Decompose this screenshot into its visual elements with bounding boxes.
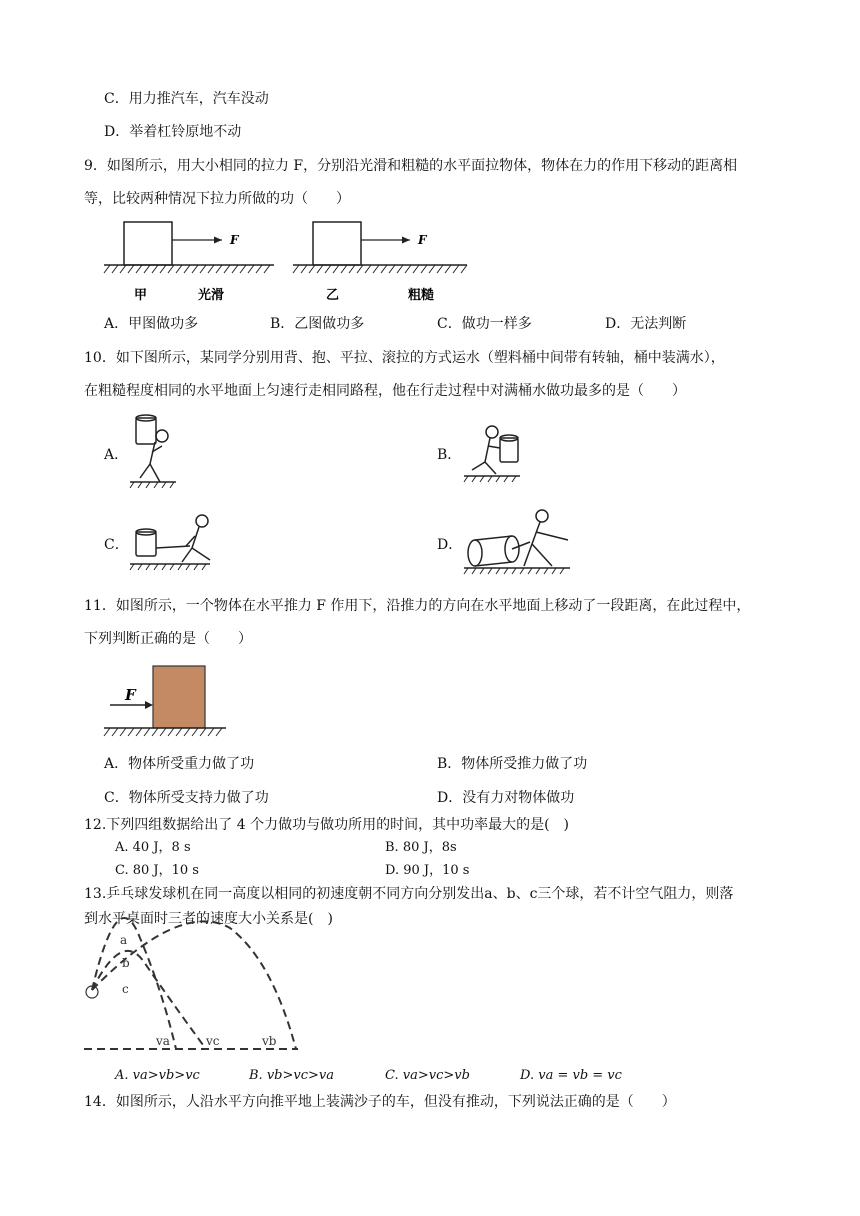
q11-option-c: C．物体所受支持力做了功 bbox=[104, 790, 269, 806]
q9-stem-line1: 9．如图所示，用大小相同的拉力 F，分别沿光滑和粗糙的水平面拉物体，物体在力的作用下移动的距离相 bbox=[84, 158, 738, 174]
q11-stem-line1: 11．如图所示，一个物体在水平推力 F 作用下，沿推力的方向在水平地面上移动了一段距离，在此过程中， bbox=[84, 598, 751, 614]
q13-option-c: C. va>vc>vb bbox=[385, 1068, 470, 1083]
q13-label-a: a bbox=[120, 933, 128, 947]
q13-stem-line2: 到水平桌面时三者的速度大小关系是( ) bbox=[84, 911, 333, 927]
q9-option-b: B．乙图做功多 bbox=[270, 316, 365, 332]
q13-option-d: D. va = vb = vc bbox=[520, 1068, 622, 1083]
option-d-prev: D．举着杠铃原地不动 bbox=[104, 124, 242, 140]
q9-label-smooth: 光滑 bbox=[198, 288, 225, 303]
q12-option-d: D. 90 J，10 s bbox=[385, 863, 470, 878]
q12-option-c: C. 80 J，10 s bbox=[115, 863, 199, 878]
q12-option-b: B. 80 J，8s bbox=[385, 840, 457, 855]
q9-force-right: F bbox=[418, 233, 427, 247]
q12-stem: 12.下列四组数据给出了 4 个力做功与做功所用的时间，其中功率最大的是( ) bbox=[84, 817, 569, 833]
q10-option-b: B． bbox=[437, 447, 462, 463]
q9-label-jia: 甲 bbox=[134, 288, 148, 303]
q9-option-d: D．无法判断 bbox=[605, 316, 687, 332]
option-c-prev: C．用力推汽车，汽车没动 bbox=[104, 91, 269, 107]
q10-stem-line2: 在粗糙程度相同的水平地面上匀速行走相同路程，他在行走过程中对满桶水做功最多的是（ ） bbox=[84, 383, 686, 399]
q13-option-b: B. vb>vc>va bbox=[249, 1068, 334, 1083]
q10-option-d: D． bbox=[437, 537, 463, 553]
q11-stem-line2: 下列判断正确的是（ ） bbox=[84, 631, 252, 647]
q9-stem-line2: 等，比较两种情况下拉力所做的功（ ） bbox=[84, 191, 350, 207]
q10-option-a: A． bbox=[104, 447, 129, 463]
q11-option-b: B．物体所受推力做了功 bbox=[437, 756, 588, 772]
q9-option-c: C．做功一样多 bbox=[437, 316, 532, 332]
q9-label-rough: 粗糙 bbox=[408, 288, 435, 303]
q10-option-c: C． bbox=[104, 537, 129, 553]
q10-stem-line1: 10．如下图所示，某同学分别用背、抱、平拉、滚拉的方式运水（塑料桶中间带有转轴，桶中装满水）， bbox=[84, 350, 725, 366]
q9-label-yi: 乙 bbox=[326, 288, 340, 303]
q13-stem-line1: 13.乒乓球发球机在同一高度以相同的初速度朝不同方向分别发出a、b、c三个球，若不计空气阻力，则落 bbox=[84, 886, 734, 902]
q13-speed-a: va bbox=[156, 1034, 170, 1048]
q11-option-a: A．物体所受重力做了功 bbox=[104, 756, 255, 772]
q9-force-left: F bbox=[230, 233, 239, 247]
q13-label-c: c bbox=[122, 982, 129, 996]
q11-option-d: D．没有力对物体做功 bbox=[437, 790, 575, 806]
q13-option-a: A. va>vb>vc bbox=[115, 1068, 200, 1083]
q9-option-a: A．甲图做功多 bbox=[104, 316, 199, 332]
q14-stem: 14．如图所示，人沿水平方向推平地上装满沙子的车，但没有推动，下列说法正确的是（ ） bbox=[84, 1094, 676, 1110]
q13-trajectory-a bbox=[92, 918, 176, 1049]
q13-trajectory-b bbox=[92, 951, 206, 1049]
q13-label-b: b bbox=[122, 956, 130, 970]
q12-option-a: A. 40 J，8 s bbox=[115, 840, 191, 855]
q13-speed-c: vc bbox=[206, 1034, 220, 1048]
q11-force-label: F bbox=[125, 686, 136, 704]
q13-speed-b: vb bbox=[262, 1034, 277, 1048]
